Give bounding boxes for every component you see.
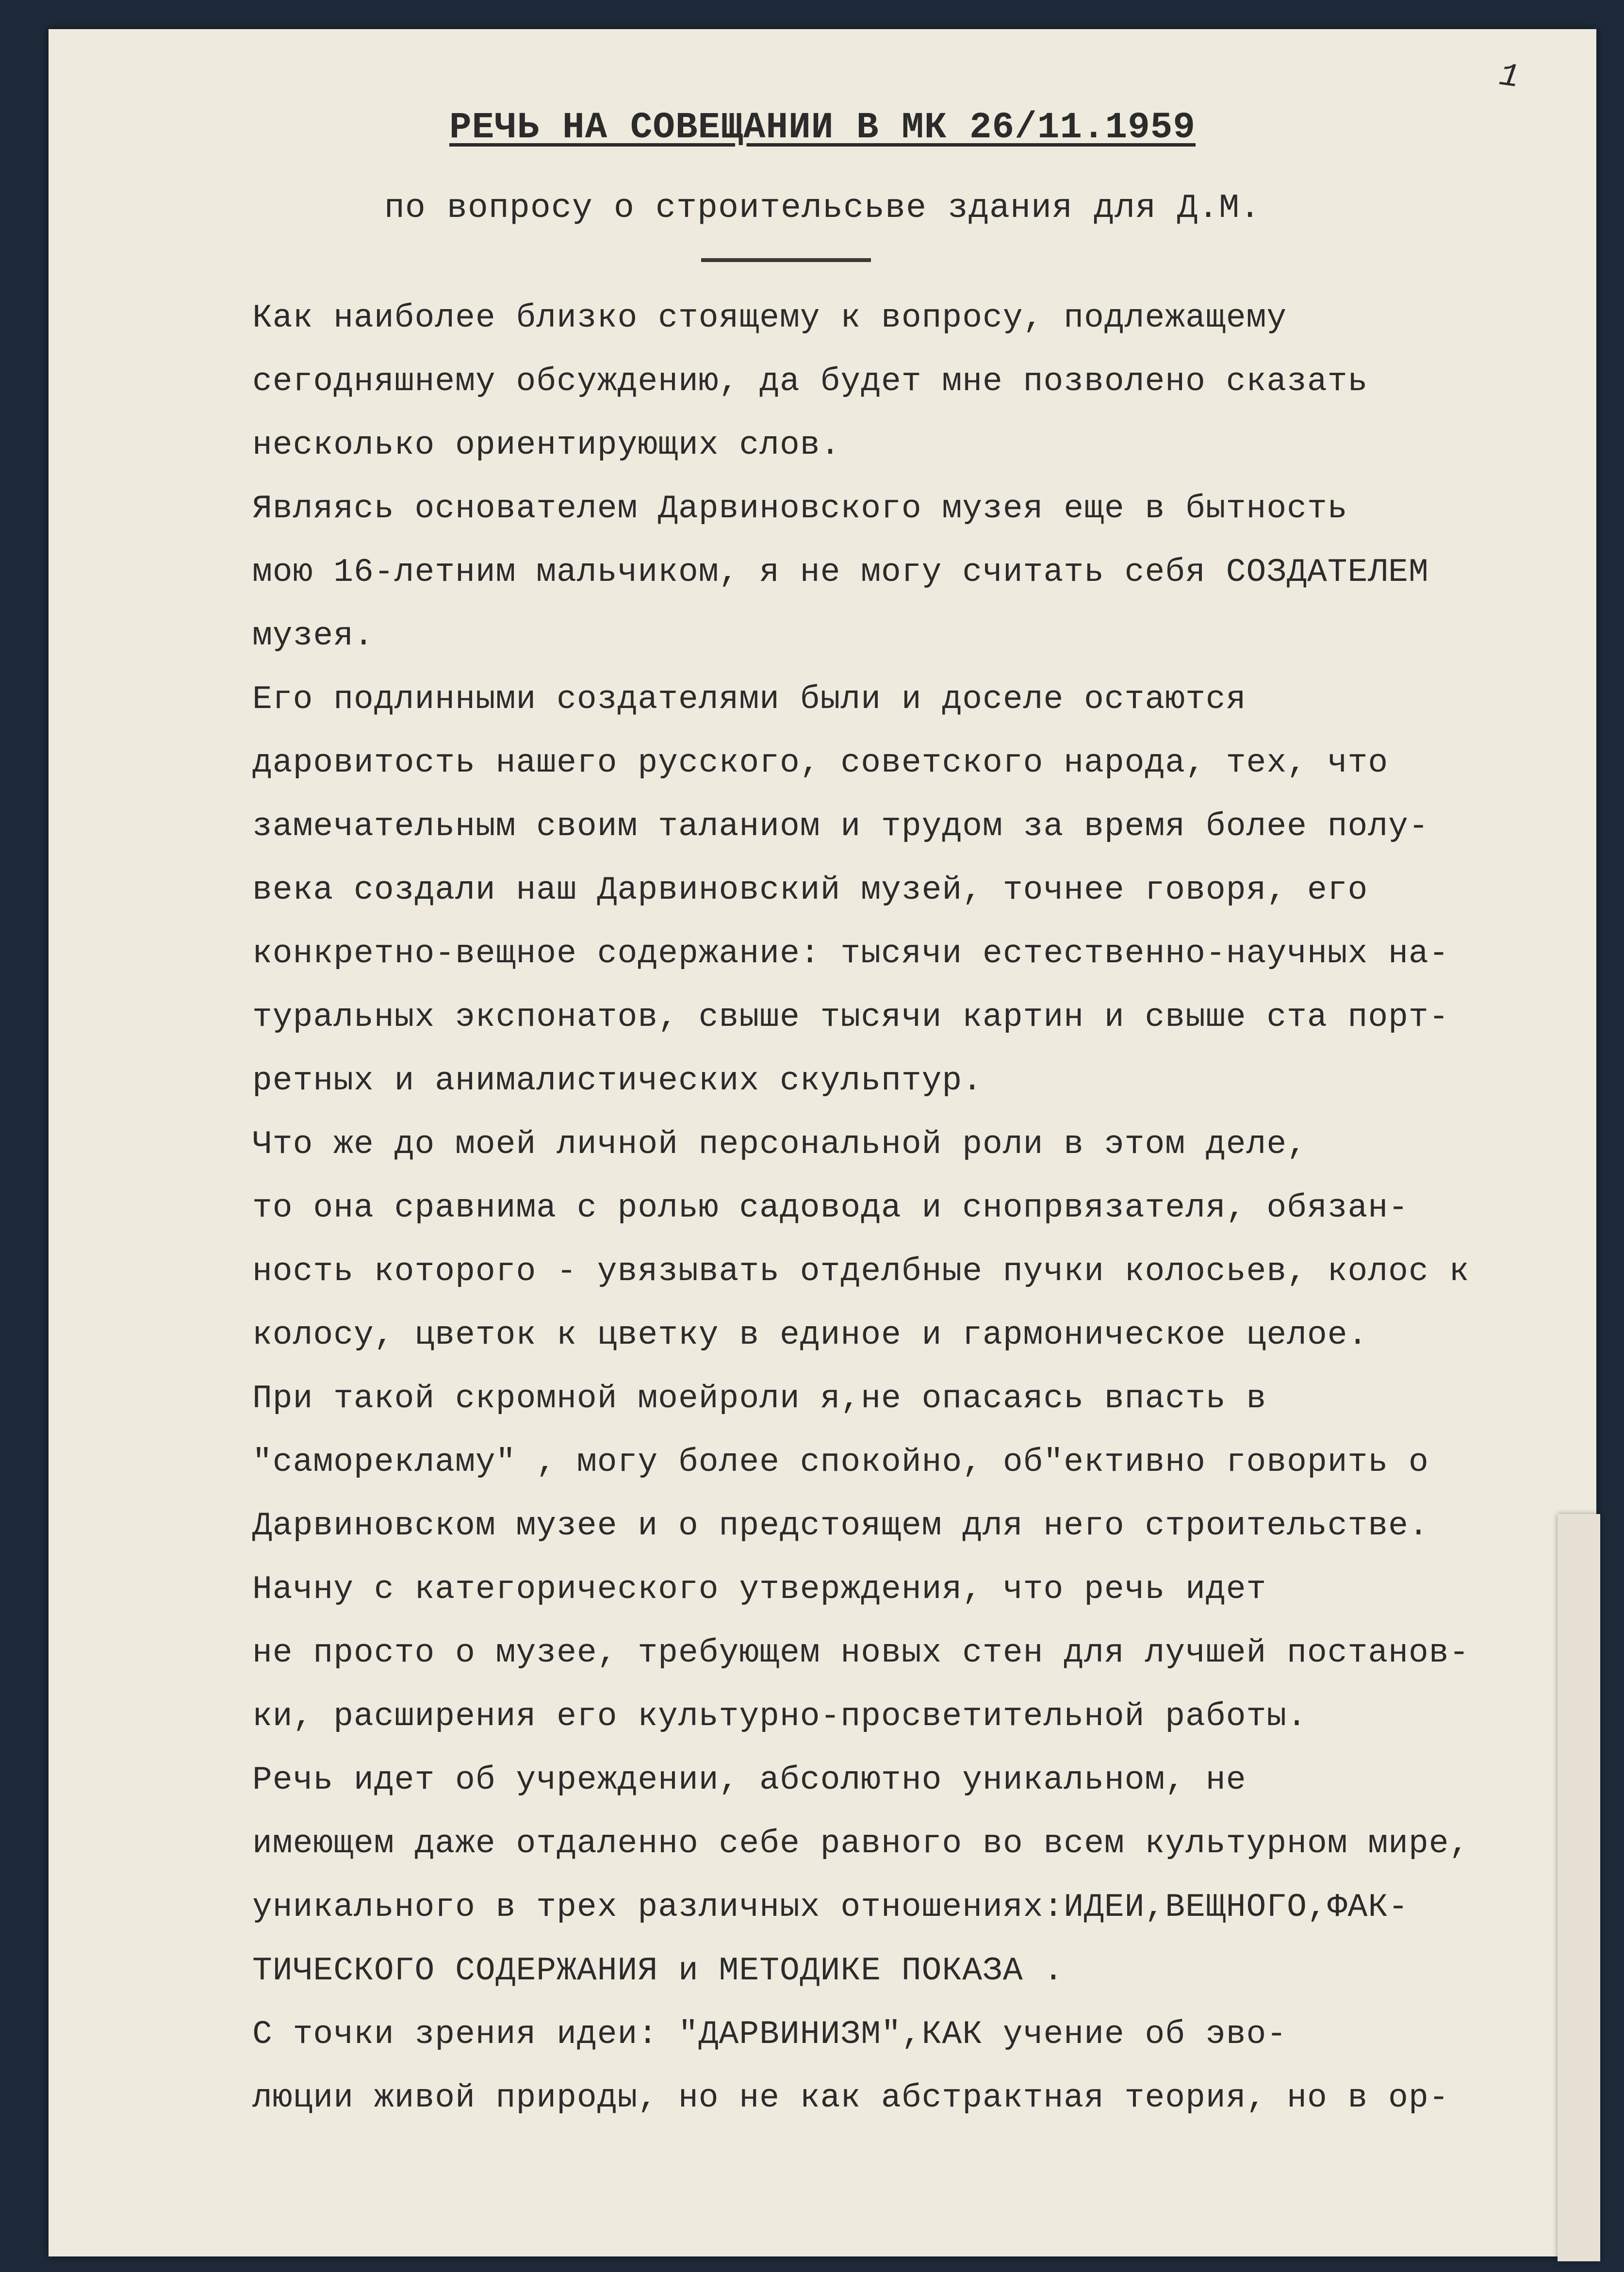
text-line: Что же до моей личной персональной роли в этом деле,: [252, 1126, 1307, 1163]
text-line: уникального в трех различных отношениях:ИДЕИ,ВЕЩНОГО,ФАК-: [252, 1889, 1409, 1926]
text-line: Его подлинными создателями были и доселе остаются: [252, 681, 1247, 718]
text-line: ретных и анималистических скульптур.: [252, 1062, 983, 1100]
text-line: колосу, цветок к цветку в единое и гармоническое целое.: [252, 1317, 1368, 1354]
document-subtitle: по вопросу о строительсьве здания для Д.М.: [384, 189, 1261, 228]
text-line: люции живой природы, но не как абстрактная теория, но в ор-: [252, 2079, 1449, 2117]
text-line: С точки зрения идеи: "ДАРВИНИЗМ",КАК учение об эво-: [252, 2016, 1287, 2053]
document-title: РЕЧЬ НА СОВЕЩАНИИ В МК 26/11.1959: [449, 107, 1196, 148]
text-line: замечательным своим таланиом и трудом за время более полу-: [252, 808, 1429, 845]
text-line: музея.: [252, 617, 374, 655]
text-line: ТИЧЕСКОГО СОДЕРЖАНИЯ и МЕТОДИКЕ ПОКАЗА .: [252, 1952, 1064, 1990]
document-body: [252, 286, 1572, 2130]
title-divider: [701, 258, 871, 262]
text-line: мою 16-летним мальчиком, я не могу считать себя СОЗДАТЕЛЕМ: [252, 554, 1429, 591]
document-page: [49, 29, 1596, 2256]
text-line: имеющем даже отдаленно себе равного во всем культурном мире,: [252, 1825, 1470, 1862]
text-line: ность которого - увязывать отделбные пучки колосьев, колос к: [252, 1253, 1470, 1290]
text-line: сегодняшнему обсуждению, да будет мне позволено сказать: [252, 363, 1368, 400]
text-line: ки, расширения его культурно-просветительной работы.: [252, 1698, 1307, 1735]
text-line: Речь идет об учреждении, абсолютно уникальном, не: [252, 1762, 1247, 1799]
text-line: Начну с категорического утверждения, что речь идет: [252, 1571, 1267, 1608]
text-line: то она сравнима с ролью садовода и снопрвязателя, обязан-: [252, 1189, 1409, 1227]
text-line: Являясь основателем Дарвиновского музея еще в бытность: [252, 490, 1348, 527]
text-line: века создали наш Дарвиновский музей, точнее говоря, его: [252, 872, 1368, 909]
text-line: не просто о музее, требующем новых стен для лучшей постанов-: [252, 1634, 1470, 1672]
text-line: При такой скромной моейроли я,не опасаясь впасть в: [252, 1380, 1267, 1417]
text-line: конкретно-вещное содержание: тысячи естественно-научных на-: [252, 935, 1449, 972]
text-line: даровитость нашего русского, советского народа, тех, что: [252, 744, 1389, 782]
text-line: туральных экспонатов, свыше тысячи картин и свыше ста порт-: [252, 999, 1449, 1036]
text-line: несколько ориентирующих слов.: [252, 427, 841, 464]
underlying-page-edge: [1558, 1514, 1600, 2261]
page-number: 1: [1496, 57, 1522, 97]
text-line: Как наиболее близко стоящему к вопросу, подлежащему: [252, 299, 1287, 337]
text-line: "саморекламу" , могу более спокойно, об"ективно говорить о: [252, 1444, 1429, 1481]
text-line: Дарвиновском музее и о предстоящем для него строительстве.: [252, 1507, 1429, 1545]
